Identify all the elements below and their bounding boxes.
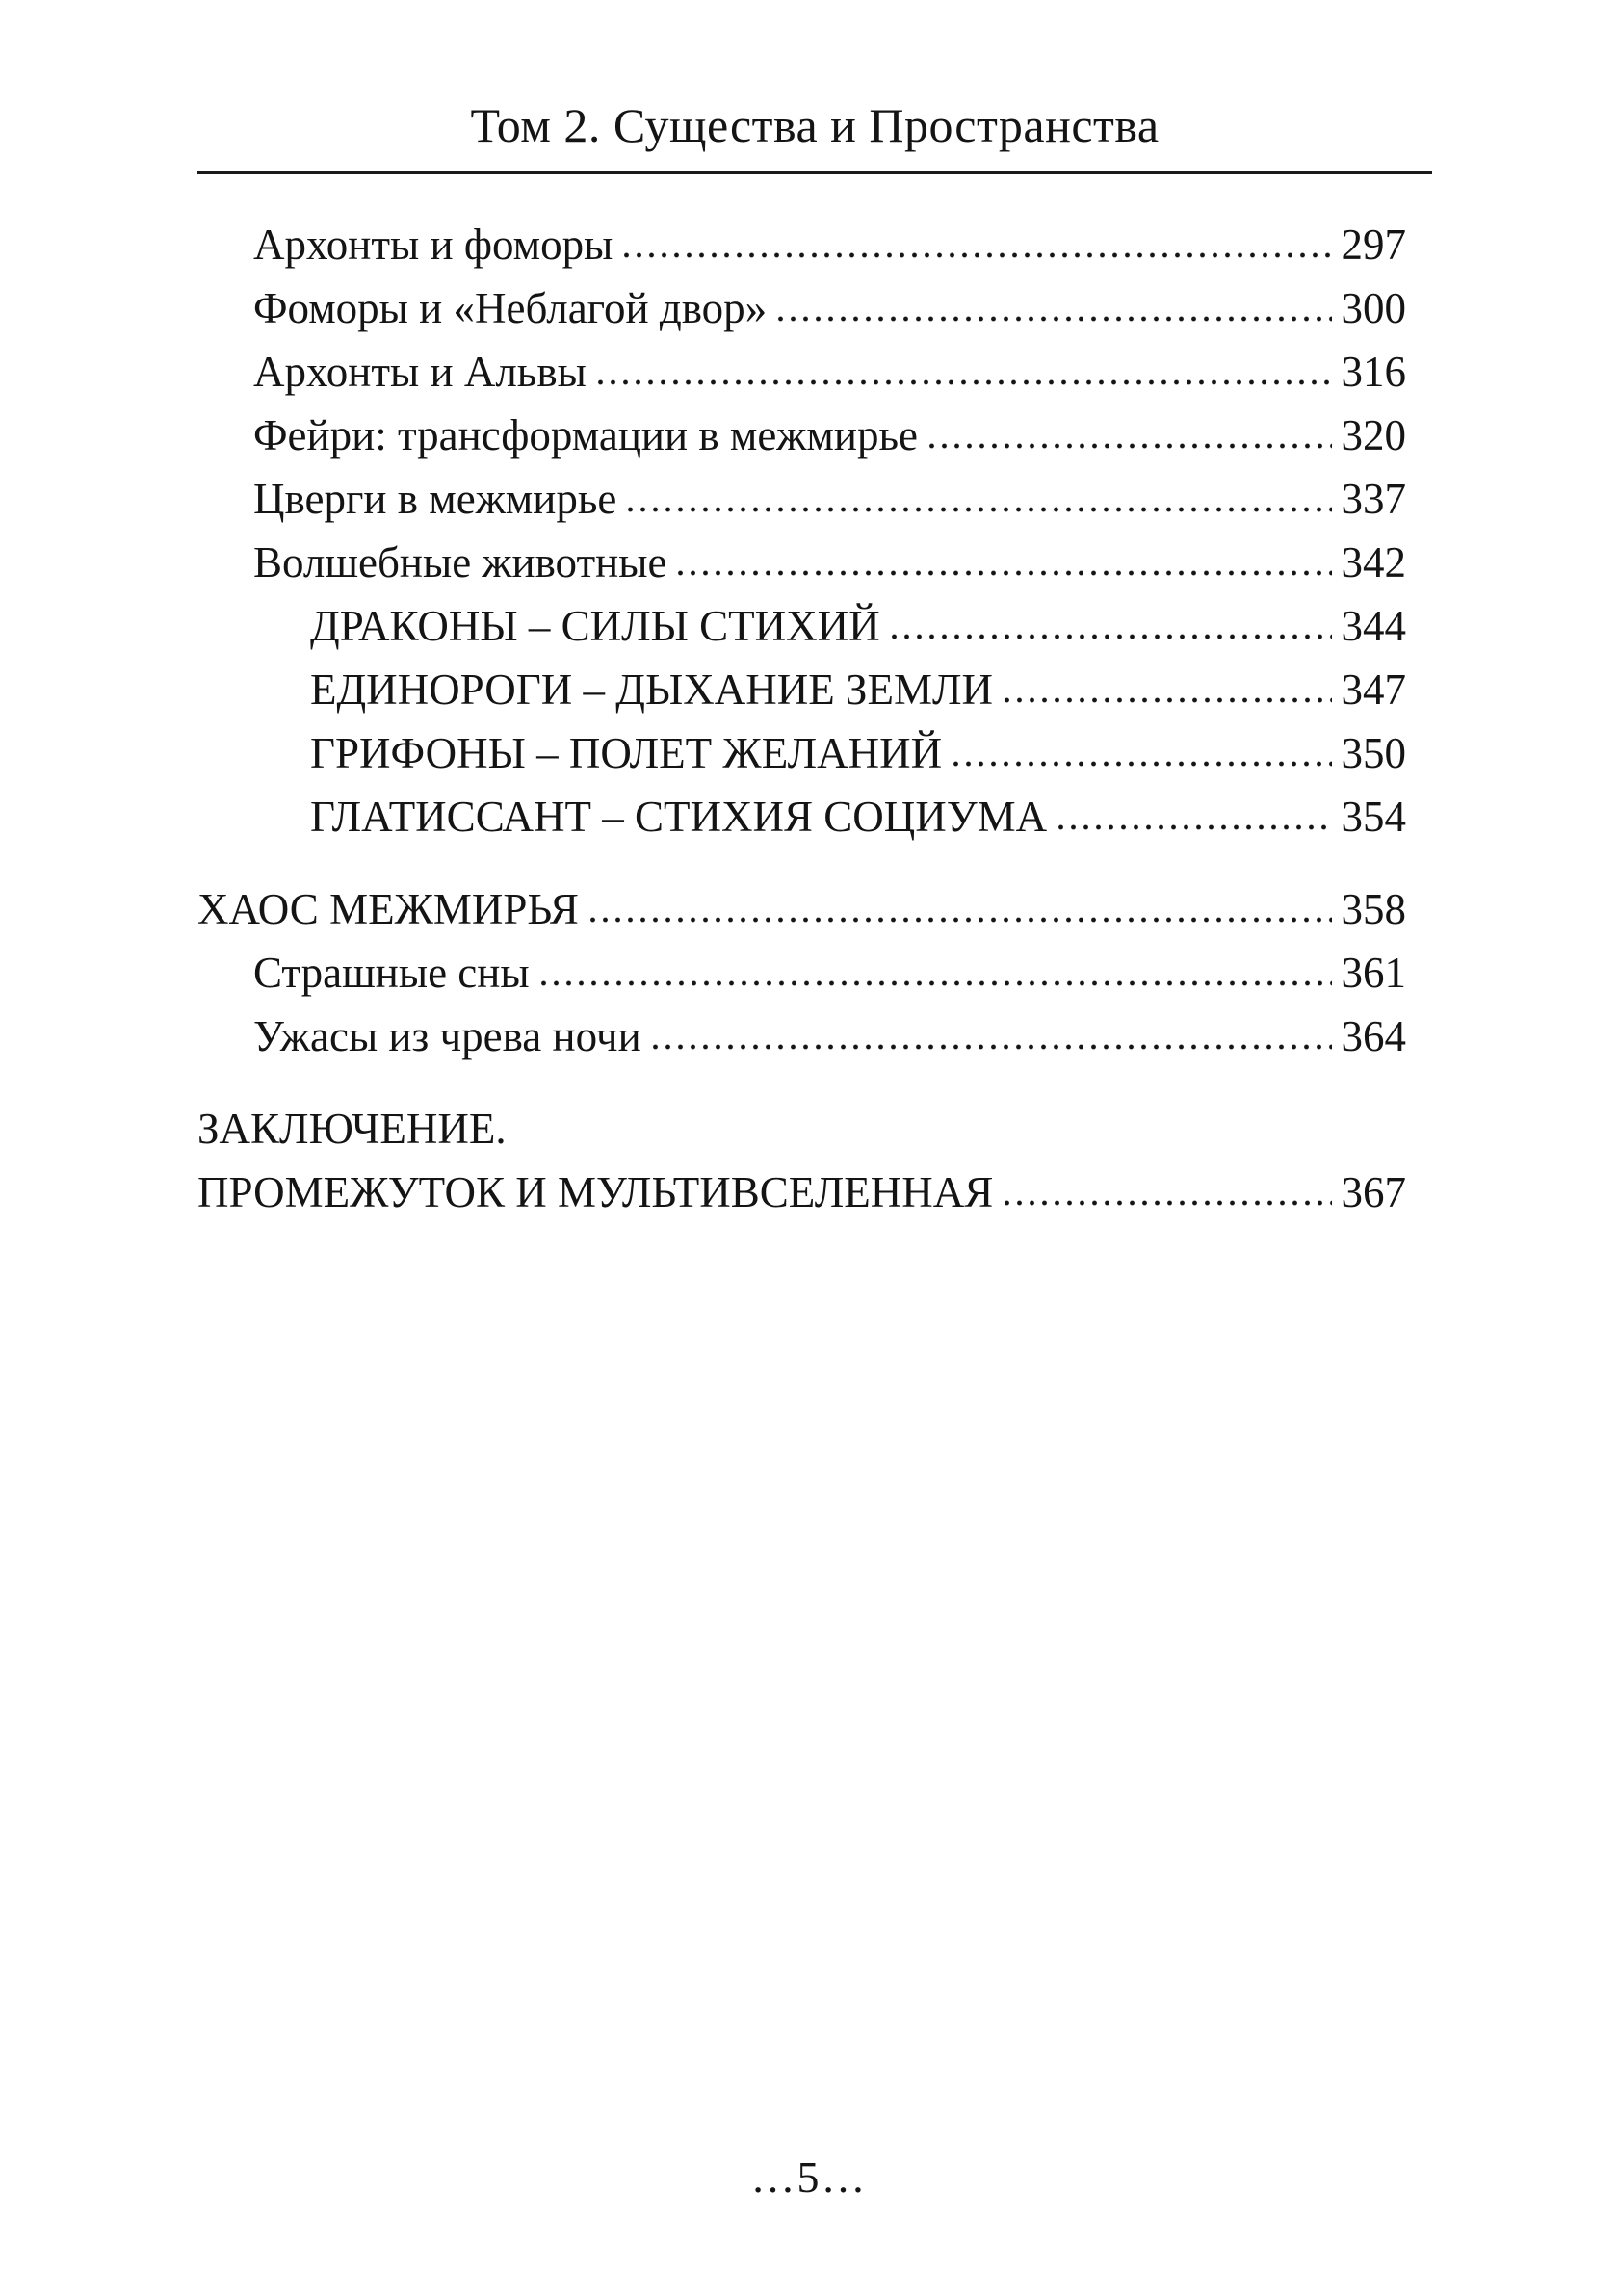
toc-entry-leader-line — [253, 467, 1406, 531]
toc-page-number: 342 — [1341, 538, 1406, 587]
toc-entry-leader-line — [310, 785, 1406, 848]
toc-page-number: 358 — [1341, 885, 1406, 933]
toc-entry — [0, 721, 1618, 785]
table-of-contents — [0, 213, 1618, 1224]
toc-entry-leader-line — [310, 658, 1406, 721]
header-rule — [197, 171, 1432, 174]
toc-page-number: 364 — [1341, 1012, 1406, 1060]
dot-leader — [674, 569, 1331, 577]
toc-entry-label: ПРОМЕЖУТОК И МУЛЬТИВСЕЛЕННАЯ — [197, 1168, 994, 1216]
toc-entry — [0, 340, 1618, 404]
dot-leader — [926, 442, 1332, 450]
dot-leader — [594, 378, 1332, 386]
toc-entry — [0, 658, 1618, 721]
toc-entry — [0, 531, 1618, 594]
toc-entry-leader-line — [253, 213, 1406, 276]
toc-page-number: 344 — [1341, 602, 1406, 650]
toc-entry-label: ДРАКОНЫ – СИЛЫ СТИХИЙ — [310, 602, 880, 650]
toc-entry — [0, 276, 1618, 340]
toc-entry-label: ХАОС МЕЖМИРЬЯ — [197, 885, 579, 933]
dot-leader — [1001, 1199, 1331, 1207]
toc-entry-label: Фейри: трансформации в межмирье — [253, 411, 918, 459]
toc-entry-leader-line — [253, 941, 1406, 1004]
dot-leader — [620, 251, 1331, 259]
toc-page-number: 354 — [1341, 793, 1406, 841]
toc-page-number: 320 — [1341, 411, 1406, 459]
toc-entry — [0, 404, 1618, 467]
toc-entry-leader-line — [197, 877, 1406, 941]
toc-entry-leader-line — [310, 594, 1406, 658]
dot-leader — [1055, 823, 1331, 831]
dot-leader — [1001, 696, 1332, 704]
toc-entry — [0, 1097, 1618, 1224]
toc-entry-label: ЗАКЛЮЧЕНИЕ. — [197, 1105, 507, 1153]
toc-entry — [0, 467, 1618, 531]
toc-entry-label: Фоморы и «Неблагой двор» — [253, 284, 768, 332]
toc-entry-leader-line — [310, 721, 1406, 785]
toc-entry — [0, 594, 1618, 658]
toc-entry-label: Волшебные животные — [253, 538, 667, 587]
dot-leader — [774, 315, 1331, 323]
dot-leader — [537, 979, 1332, 987]
toc-entry — [0, 1004, 1618, 1068]
toc-entry — [0, 941, 1618, 1004]
running-header-title: Том 2. Существа и Пространства — [470, 98, 1160, 152]
dot-leader — [888, 633, 1332, 640]
toc-entry — [0, 213, 1618, 276]
toc-entry-leader-line — [253, 276, 1406, 340]
dot-leader — [950, 760, 1331, 768]
toc-page-number: 350 — [1341, 729, 1406, 777]
toc-entry-label: Ужасы из чрева ночи — [253, 1012, 641, 1060]
toc-page-number: 347 — [1341, 665, 1406, 714]
toc-page-number: 337 — [1341, 475, 1406, 523]
dot-leader — [587, 916, 1332, 924]
dot-leader — [624, 506, 1331, 513]
toc-entry-label: ГРИФОНЫ – ПОЛЕТ ЖЕЛАНИЙ — [310, 729, 943, 777]
toc-entry-leader-line — [253, 1004, 1406, 1068]
toc-entry-leader-line — [253, 531, 1406, 594]
toc-entry-leader-line — [197, 1161, 1406, 1224]
toc-entry-label: Архонты и Альвы — [253, 348, 587, 396]
toc-entry-label: Архонты и фоморы — [253, 221, 613, 269]
toc-page-number: 361 — [1341, 949, 1406, 997]
toc-page-number: 297 — [1341, 221, 1406, 269]
toc-entry-label: ГЛАТИССАНТ – СТИХИЯ СОЦИУМА — [310, 793, 1048, 841]
toc-page-number: 316 — [1341, 348, 1406, 396]
dot-leader — [649, 1043, 1332, 1051]
toc-page-number: 367 — [1341, 1168, 1406, 1216]
toc-entry — [0, 877, 1618, 941]
toc-page-number: 300 — [1341, 284, 1406, 332]
folio-page-number: …5… — [750, 2152, 868, 2202]
toc-entry-label: Цверги в межмирье — [253, 475, 617, 523]
toc-entry-label: Страшные сны — [253, 949, 530, 997]
toc-entry-leader-line — [253, 340, 1406, 404]
toc-entry-leader-line — [253, 404, 1406, 467]
toc-entry-label: ЕДИНОРОГИ – ДЫХАНИЕ ЗЕМЛИ — [310, 665, 993, 714]
toc-entry — [0, 785, 1618, 848]
